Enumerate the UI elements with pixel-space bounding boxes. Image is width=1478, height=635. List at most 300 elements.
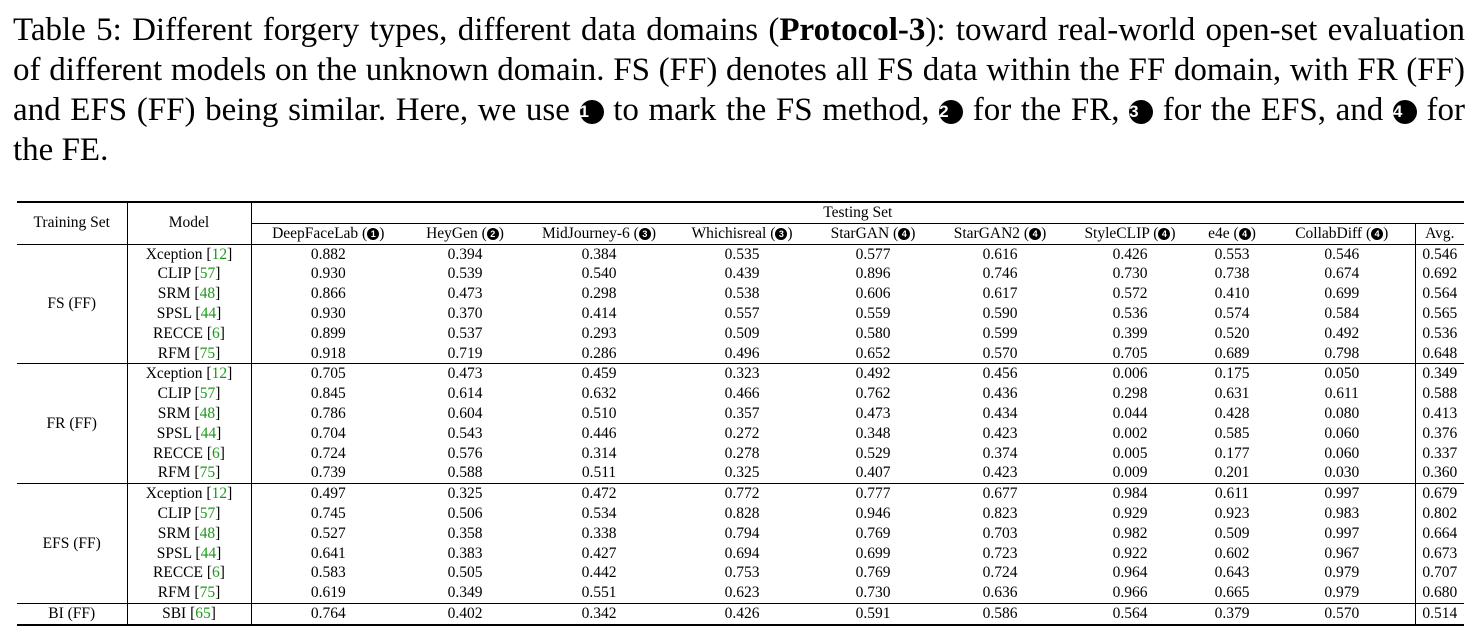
value-cell: 0.402 [405, 603, 525, 624]
citation-link[interactable]: 12 [211, 365, 228, 383]
model-cell: Xception [12] [127, 484, 251, 504]
value-cell: 0.456 [935, 364, 1065, 384]
table-row [17, 384, 1464, 404]
avg-cell: 0.360 [1415, 463, 1464, 483]
citation-link[interactable]: 48 [199, 524, 216, 542]
avg-cell: 0.564 [1415, 284, 1464, 304]
value-cell: 0.724 [251, 444, 405, 464]
value-cell: 0.527 [251, 524, 405, 544]
model-name: CLIP [157, 504, 191, 522]
column-header: Whichisreal ( 3 ) [673, 223, 811, 244]
value-cell: 0.632 [581, 385, 617, 403]
avg-cell: 0.337 [1415, 444, 1464, 464]
value-cell: 0.557 [724, 304, 760, 322]
model-cell: SPSL [44] [127, 304, 251, 324]
avg-cell: 0.679 [1415, 484, 1464, 504]
model-cell: SRM [48] [127, 524, 251, 544]
value-cell: 0.643 [1214, 564, 1250, 582]
model-name: Xception [145, 365, 203, 383]
value-cell: 0.342 [525, 603, 673, 624]
value-cell: 0.918 [251, 344, 405, 364]
mark-1-icon: 1 [580, 100, 604, 124]
value-cell: 0.492 [811, 364, 935, 384]
value-cell: 0.358 [447, 524, 483, 542]
value-cell: 0.314 [581, 444, 617, 462]
value-cell: 0.559 [855, 304, 891, 322]
column-header: CollabDiff ( 4 ) [1269, 223, 1415, 244]
table-row [17, 344, 1464, 364]
value-cell: 0.703 [982, 524, 1018, 542]
table-row [17, 544, 1464, 564]
value-cell: 0.798 [1324, 344, 1360, 362]
model-name: SRM [157, 404, 191, 422]
value-cell: 0.794 [724, 524, 760, 542]
mark-4-icon: 4 [1393, 100, 1417, 124]
value-cell: 0.459 [525, 364, 673, 384]
mark-4-icon: 4 [1239, 228, 1251, 240]
model-cell: Xception [12] [127, 244, 251, 264]
column-name: DeepFaceLab [272, 224, 359, 242]
value-cell: 0.724 [982, 564, 1018, 582]
value-cell: 0.529 [855, 444, 891, 462]
avg-cell: 0.514 [1415, 603, 1464, 624]
value-cell: 0.745 [251, 504, 405, 524]
mark-2-icon: 2 [939, 100, 963, 124]
model-cell: RECCE [6] [127, 563, 251, 583]
citation-link[interactable]: 6 [212, 564, 220, 582]
value-cell: 0.442 [581, 564, 617, 582]
avg-cell: 0.648 [1415, 344, 1464, 364]
value-cell: 0.446 [581, 424, 617, 442]
value-cell: 0.534 [581, 504, 617, 522]
column-name: Whichisreal [691, 224, 767, 242]
model-cell: RECCE [6] [127, 444, 251, 464]
value-cell: 0.694 [724, 544, 760, 562]
value-cell: 0.509 [1214, 524, 1250, 542]
value-cell: 0.828 [724, 504, 760, 522]
value-cell: 0.384 [581, 245, 617, 263]
value-cell: 0.298 [1112, 385, 1148, 403]
value-cell: 0.325 [724, 464, 760, 482]
value-cell: 0.585 [1214, 424, 1250, 442]
value-cell: 0.602 [1214, 544, 1250, 562]
mark-3-icon: 3 [1129, 100, 1153, 124]
table-body [17, 244, 1464, 625]
model-cell: SBI [65] [127, 603, 251, 624]
value-cell: 0.604 [447, 404, 483, 422]
model-cell: RECCE [6] [127, 324, 251, 344]
table-row [17, 563, 1464, 583]
value-cell: 0.564 [1065, 603, 1195, 624]
value-cell: 0.882 [251, 244, 405, 264]
training-set-cell: EFS (FF) [17, 484, 127, 604]
table-row [17, 244, 1464, 264]
value-cell: 0.899 [251, 324, 405, 344]
value-cell: 0.473 [405, 364, 525, 384]
value-cell: 0.966 [1112, 584, 1148, 602]
value-cell: 0.665 [1214, 584, 1250, 602]
column-header: StarGAN ( 4 ) [811, 223, 935, 244]
model-name: Xception [145, 245, 203, 263]
model-cell: RFM [75] [127, 344, 251, 364]
citation-link[interactable]: 75 [199, 464, 216, 482]
table-row [17, 524, 1464, 544]
value-cell: 0.060 [1324, 444, 1360, 462]
caption-text-6: for the FE. [13, 92, 1465, 168]
value-cell: 0.374 [982, 444, 1018, 462]
avg-cell: 0.588 [1415, 384, 1464, 404]
citation-link[interactable]: 57 [199, 504, 216, 522]
table-row [17, 583, 1464, 603]
value-cell: 0.823 [982, 504, 1018, 522]
table-row [17, 304, 1464, 324]
table-row [17, 404, 1464, 424]
value-cell: 0.979 [1324, 564, 1360, 582]
citation-link[interactable]: 57 [199, 385, 216, 403]
value-cell: 0.705 [1112, 344, 1148, 362]
value-cell: 0.399 [1112, 324, 1148, 342]
citation-link[interactable]: 12 [211, 485, 228, 503]
value-cell: 0.611 [1195, 484, 1269, 504]
training-set-cell: BI (FF) [17, 603, 127, 624]
column-name: CollabDiff [1295, 224, 1363, 242]
citation-link[interactable]: 65 [195, 604, 211, 622]
value-cell: 0.866 [251, 284, 405, 304]
value-cell: 0.439 [724, 265, 760, 283]
model-name: Xception [145, 485, 203, 503]
results-table [17, 201, 1464, 626]
mark-4-icon: 4 [898, 228, 910, 240]
citation-link[interactable]: 6 [212, 444, 220, 462]
value-cell: 0.348 [855, 424, 891, 442]
value-cell: 0.769 [855, 524, 891, 542]
value-cell: 0.407 [855, 464, 891, 482]
value-cell: 0.753 [724, 564, 760, 582]
value-cell: 0.845 [251, 384, 405, 404]
value-cell: 0.394 [447, 245, 483, 263]
value-cell: 0.338 [581, 524, 617, 542]
value-cell: 0.689 [1214, 344, 1250, 362]
value-cell: 0.746 [982, 265, 1018, 283]
value-cell: 0.983 [1324, 504, 1360, 522]
training-set-header: Training Set [17, 202, 127, 244]
value-cell: 0.611 [1324, 385, 1359, 403]
value-cell: 0.030 [1324, 464, 1360, 482]
value-cell: 0.473 [447, 285, 483, 303]
value-cell: 0.586 [935, 603, 1065, 624]
value-cell: 0.764 [251, 603, 405, 624]
value-cell: 0.699 [855, 544, 891, 562]
value-cell: 0.044 [1112, 404, 1148, 422]
value-cell: 0.511 [581, 464, 617, 482]
citation-link[interactable]: 6 [212, 324, 220, 342]
value-cell: 0.538 [724, 285, 760, 303]
value-cell: 0.050 [1269, 364, 1415, 384]
model-cell: Xception [12] [127, 364, 251, 384]
model-cell: RFM [75] [127, 463, 251, 483]
value-cell: 0.543 [447, 424, 483, 442]
avg-cell: 0.565 [1415, 304, 1464, 324]
avg-cell: 0.692 [1415, 264, 1464, 284]
value-cell: 0.539 [447, 265, 483, 283]
avg-cell: 0.673 [1415, 544, 1464, 564]
value-cell: 0.623 [724, 584, 760, 602]
value-cell: 0.572 [1112, 285, 1148, 303]
model-cell: CLIP [57] [127, 384, 251, 404]
value-cell: 0.175 [1195, 364, 1269, 384]
value-cell: 0.584 [1324, 304, 1360, 322]
table-row [17, 603, 1464, 624]
column-header: MidJourney-6 ( 3 ) [525, 223, 673, 244]
model-cell: SPSL [44] [127, 424, 251, 444]
mark-3-icon: 3 [775, 228, 787, 240]
model-name: SPSL [156, 304, 192, 322]
column-header: e4e ( 4 ) [1195, 223, 1269, 244]
value-cell: 0.379 [1195, 603, 1269, 624]
value-cell: 0.923 [1214, 504, 1250, 522]
value-cell: 0.599 [982, 324, 1018, 342]
avg-header: Avg. [1415, 223, 1464, 244]
column-name: HeyGen [426, 224, 478, 242]
value-cell: 0.383 [447, 544, 483, 562]
citation-link[interactable]: 57 [199, 265, 216, 283]
column-header: StyleCLIP ( 4 ) [1065, 223, 1195, 244]
caption-text-2: ): toward real-world open-set evaluation of different models on the unknown domain. FS (FF) denotes all FS data within the FF domain, with FR (FF) and EFS (FF) being similar. Here, we use [13, 12, 1466, 128]
value-cell: 0.005 [1112, 444, 1148, 462]
mark-1-icon: 1 [367, 228, 379, 240]
value-cell: 0.009 [1112, 464, 1148, 482]
model-cell: RFM [75] [127, 583, 251, 603]
value-cell: 0.506 [447, 504, 483, 522]
citation-link[interactable]: 75 [199, 584, 216, 602]
model-cell: CLIP [57] [127, 504, 251, 524]
value-cell: 0.606 [855, 285, 891, 303]
value-cell: 0.677 [935, 484, 1065, 504]
value-cell: 0.570 [982, 344, 1018, 362]
value-cell: 0.466 [724, 385, 760, 403]
value-cell: 0.984 [1065, 484, 1195, 504]
mark-4-icon: 4 [1029, 228, 1041, 240]
value-cell: 0.738 [1214, 265, 1250, 283]
table-row [17, 504, 1464, 524]
model-name: SRM [157, 524, 191, 542]
avg-cell: 0.707 [1415, 563, 1464, 583]
value-cell: 0.930 [251, 264, 405, 284]
testing-set-header: Testing Set [251, 202, 1464, 223]
caption-text-5: for the EFS, and [1162, 92, 1384, 128]
avg-cell: 0.376 [1415, 424, 1464, 444]
model-cell: SPSL [44] [127, 544, 251, 564]
value-cell: 0.201 [1214, 464, 1250, 482]
model-name: CLIP [157, 385, 191, 403]
value-cell: 0.580 [855, 324, 891, 342]
model-cell: SRM [48] [127, 404, 251, 424]
value-cell: 0.590 [982, 304, 1018, 322]
value-cell: 0.982 [1112, 524, 1148, 542]
value-cell: 0.546 [1324, 245, 1360, 263]
caption-text-3: to mark the FS method, [613, 92, 930, 128]
value-cell: 0.930 [251, 304, 405, 324]
value-cell: 0.278 [724, 444, 760, 462]
value-cell: 0.922 [1112, 544, 1148, 562]
value-cell: 0.583 [251, 563, 405, 583]
table-row [17, 444, 1464, 464]
value-cell: 0.705 [251, 364, 405, 384]
column-header: DeepFaceLab ( 1 ) [251, 223, 405, 244]
model-name: SPSL [156, 424, 192, 442]
value-cell: 0.293 [581, 324, 617, 342]
avg-cell: 0.680 [1415, 583, 1464, 603]
model-name: RFM [157, 464, 191, 482]
table-row [17, 484, 1464, 504]
value-cell: 0.577 [855, 245, 891, 263]
model-name: RFM [157, 584, 191, 602]
value-cell: 0.614 [447, 385, 483, 403]
value-cell: 0.576 [447, 444, 483, 462]
citation-link[interactable]: 12 [211, 245, 228, 263]
model-name: RFM [157, 344, 191, 362]
value-cell: 0.652 [855, 344, 891, 362]
value-cell: 0.719 [447, 344, 483, 362]
model-cell: SRM [48] [127, 284, 251, 304]
value-cell: 0.357 [724, 404, 760, 422]
value-cell: 0.641 [251, 544, 405, 564]
value-cell: 0.730 [1112, 265, 1148, 283]
value-cell: 0.631 [1214, 385, 1250, 403]
citation-link[interactable]: 75 [199, 344, 216, 362]
model-name: RECCE [153, 324, 203, 342]
value-cell: 0.496 [724, 344, 760, 362]
value-cell: 0.002 [1112, 424, 1148, 442]
value-cell: 0.979 [1324, 584, 1360, 602]
value-cell: 0.426 [673, 603, 811, 624]
value-cell: 0.423 [982, 464, 1018, 482]
value-cell: 0.674 [1324, 265, 1360, 283]
value-cell: 0.060 [1324, 424, 1360, 442]
value-cell: 0.472 [525, 484, 673, 504]
value-cell: 0.414 [581, 304, 617, 322]
value-cell: 0.762 [855, 385, 891, 403]
value-cell: 0.636 [982, 584, 1018, 602]
value-cell: 0.536 [1112, 304, 1148, 322]
value-cell: 0.509 [724, 324, 760, 342]
value-cell: 0.492 [1324, 324, 1360, 342]
model-name: CLIP [157, 265, 191, 283]
value-cell: 0.473 [855, 404, 891, 422]
citation-link[interactable]: 44 [200, 424, 217, 442]
value-cell: 0.704 [251, 424, 405, 444]
avg-cell: 0.802 [1415, 504, 1464, 524]
value-cell: 0.537 [447, 324, 483, 342]
value-cell: 0.619 [251, 583, 405, 603]
table-row [17, 264, 1464, 284]
caption-protocol: Protocol-3 [779, 12, 926, 48]
column-header: HeyGen ( 2 ) [405, 223, 525, 244]
value-cell: 0.588 [447, 464, 483, 482]
value-cell: 0.426 [1112, 245, 1148, 263]
mark-2-icon: 2 [487, 228, 499, 240]
column-header: StarGAN2 ( 4 ) [935, 223, 1065, 244]
training-set-cell: FS (FF) [47, 295, 97, 313]
model-name: SBI [162, 604, 187, 622]
value-cell: 0.080 [1324, 404, 1360, 422]
model-name: RECCE [153, 444, 203, 462]
mark-4-icon: 4 [1371, 228, 1383, 240]
value-cell: 0.946 [855, 504, 891, 522]
avg-cell: 0.546 [1415, 244, 1464, 264]
value-cell: 0.617 [982, 285, 1018, 303]
value-cell: 0.410 [1214, 285, 1250, 303]
value-cell: 0.570 [1269, 603, 1415, 624]
model-name: SPSL [156, 544, 192, 562]
citation-link[interactable]: 44 [200, 304, 217, 322]
avg-cell: 0.664 [1415, 524, 1464, 544]
mark-3-icon: 3 [639, 228, 651, 240]
value-cell: 0.553 [1214, 245, 1250, 263]
avg-cell: 0.349 [1415, 364, 1464, 384]
results-table-wrapper [17, 201, 1464, 626]
value-cell: 0.370 [447, 304, 483, 322]
value-cell: 0.616 [982, 245, 1018, 263]
value-cell: 0.006 [1065, 364, 1195, 384]
value-cell: 0.325 [405, 484, 525, 504]
table-row [17, 424, 1464, 444]
value-cell: 0.997 [1324, 524, 1360, 542]
value-cell: 0.574 [1214, 304, 1250, 322]
value-cell: 0.423 [982, 424, 1018, 442]
value-cell: 0.730 [855, 584, 891, 602]
value-cell: 0.739 [251, 463, 405, 483]
avg-cell: 0.413 [1415, 404, 1464, 424]
value-cell: 0.434 [982, 404, 1018, 422]
citation-link[interactable]: 48 [199, 404, 216, 422]
value-cell: 0.929 [1112, 504, 1148, 522]
value-cell: 0.323 [673, 364, 811, 384]
value-cell: 0.772 [673, 484, 811, 504]
value-cell: 0.520 [1214, 324, 1250, 342]
training-set-cell: FR (FF) [17, 364, 127, 484]
value-cell: 0.177 [1214, 444, 1250, 462]
value-cell: 0.777 [811, 484, 935, 504]
table-row [17, 364, 1464, 384]
value-cell: 0.497 [251, 484, 405, 504]
value-cell: 0.298 [581, 285, 617, 303]
column-name: MidJourney-6 [541, 224, 630, 242]
model-name: SRM [157, 285, 191, 303]
value-cell: 0.427 [581, 544, 617, 562]
model-header: Model [127, 202, 251, 244]
value-cell: 0.349 [447, 584, 483, 602]
citation-link[interactable]: 48 [199, 285, 216, 303]
value-cell: 0.699 [1324, 285, 1360, 303]
value-cell: 0.786 [251, 404, 405, 424]
table-caption [13, 10, 1465, 170]
model-name: RECCE [153, 564, 203, 582]
table-row [17, 284, 1464, 304]
value-cell: 0.510 [581, 404, 617, 422]
table-row [17, 324, 1464, 344]
value-cell: 0.964 [1112, 564, 1148, 582]
value-cell: 0.436 [982, 385, 1018, 403]
column-name: e4e [1208, 224, 1230, 242]
column-name: StarGAN [830, 224, 890, 242]
value-cell: 0.723 [982, 544, 1018, 562]
value-cell: 0.591 [811, 603, 935, 624]
column-name: StarGAN2 [953, 224, 1021, 242]
citation-link[interactable]: 44 [200, 544, 217, 562]
value-cell: 0.967 [1324, 544, 1360, 562]
caption-text-1: Different forgery types, different data domains ( [132, 12, 780, 48]
